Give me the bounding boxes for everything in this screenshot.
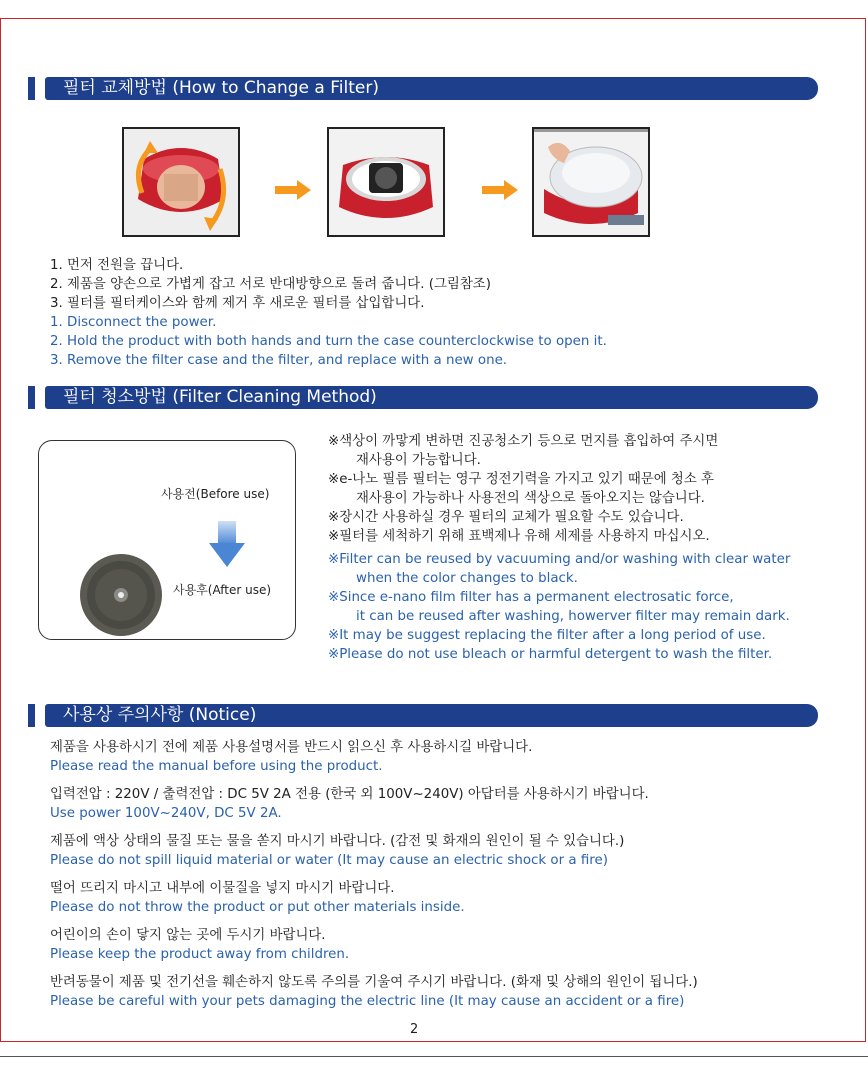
cleaning-notes bbox=[328, 432, 790, 664]
step-ko-1: 1. 먼저 전원을 끕니다. bbox=[50, 258, 184, 273]
arrow-right-icon bbox=[482, 180, 518, 200]
notice-item: 반려동물이 제품 및 전기선을 훼손하지 않도록 주의를 기울여 주시기 바랍니다. (화재 및 상해의 원인이 됩니다.) Please be careful with your pets damaging the electric line (It may cause an accident or a fire) bbox=[50, 975, 698, 1009]
before-use-label: 사용전(Before use) bbox=[161, 487, 270, 501]
section-title: 필터 교체방법 (How to Change a Filter) bbox=[45, 77, 818, 100]
arrow-right-icon bbox=[275, 180, 311, 200]
bottom-divider bbox=[0, 1056, 868, 1057]
section-title: 필터 청소방법 (Filter Cleaning Method) bbox=[45, 386, 818, 409]
section-marker bbox=[28, 77, 35, 100]
notice-item: 제품에 액상 상태의 물질 또는 물을 쏟지 마시기 바랍니다. (감전 및 화재의 원인이 될 수 있습니다.) Please do not spill liquid material or water (It may cause an electric shock or a fire) bbox=[50, 834, 625, 868]
photo-step-turn-case bbox=[122, 127, 240, 237]
note-en-3: ※It may be suggest replacing the filter after a long period of use. bbox=[328, 628, 766, 643]
step-en-1: 1. Disconnect the power. bbox=[50, 315, 217, 330]
notice-item: 입력전압 : 220V / 출력전압 : DC 5V 2A 전용 (한국 외 100V~240V) 아답터를 사용하시기 바랍니다. Use power 100V~240V, DC 5V 2A. bbox=[50, 787, 649, 821]
arrow-down-icon bbox=[209, 521, 245, 567]
photo-step-replace-filter bbox=[532, 127, 650, 237]
section-title: 사용상 주의사항 (Notice) bbox=[45, 704, 818, 727]
section-marker bbox=[28, 704, 35, 727]
step-ko-2: 2. 제품을 양손으로 가볍게 잡고 서로 반대방향으로 돌려 줍니다. (그림참조) bbox=[50, 277, 491, 292]
note-en-4: ※Please do not use bleach or harmful detergent to wash the filter. bbox=[328, 647, 773, 662]
notice-item: 제품을 사용하시기 전에 제품 사용설명서를 반드시 읽으신 후 사용하시길 바랍니다. Please read the manual before using the product. bbox=[50, 740, 533, 774]
note-ko-2: ※e-나노 필름 필터는 영구 정전기력을 가지고 있기 때문에 청소 후 재사용이 가능하나 사용전의 색상으로 돌아오지는 않습니다. bbox=[328, 472, 714, 506]
note-ko-3: ※장시간 사용하실 경우 필터의 교체가 필요할 수도 있습니다. bbox=[328, 510, 684, 525]
step-en-3: 3. Remove the filter case and the filter, and replace with a new one. bbox=[50, 353, 508, 368]
notice-item: 어린이의 손이 닿지 않는 곳에 두시기 바랍니다. Please keep the product away from children. bbox=[50, 928, 350, 962]
section-header-filter-cleaning bbox=[28, 386, 818, 409]
notice-item: 떨어 뜨리지 마시고 내부에 이물질을 넣지 마시기 바랍니다. Please do not throw the product or put other materials inside. bbox=[50, 881, 465, 915]
note-en-2: ※Since e-nano film filter has a permanent electrosatic force, it can be reused after washing, howerver filter may remain dark. bbox=[328, 590, 790, 624]
section-header-notice bbox=[28, 704, 818, 727]
photo-step-open-case bbox=[327, 127, 445, 237]
note-ko-4: ※필터를 세척하기 위해 표백제나 유해 세제를 사용하지 마십시오. bbox=[328, 529, 710, 544]
step-ko-3: 3. 필터를 필터케이스와 함께 제거 후 새로운 필터를 삽입합니다. bbox=[50, 296, 425, 311]
used-filter-disc-image bbox=[79, 553, 163, 637]
change-steps bbox=[50, 256, 607, 370]
section-marker bbox=[28, 386, 35, 409]
notice-list bbox=[50, 738, 698, 1020]
note-en-1: ※Filter can be reused by vacuuming and/or washing with clear water when the color changes to black. bbox=[328, 552, 791, 586]
after-use-label: 사용후(After use) bbox=[173, 583, 272, 597]
step-en-2: 2. Hold the product with both hands and turn the case counterclockwise to open it. bbox=[50, 334, 607, 349]
filter-before-after-panel bbox=[38, 440, 296, 640]
section-header-change-filter bbox=[28, 77, 818, 100]
note-ko-1: ※색상이 까맣게 변하면 진공청소기 등으로 먼지를 흡입하여 주시면 재사용이 가능합니다. bbox=[328, 434, 719, 468]
page-number: 2 bbox=[410, 1022, 419, 1037]
